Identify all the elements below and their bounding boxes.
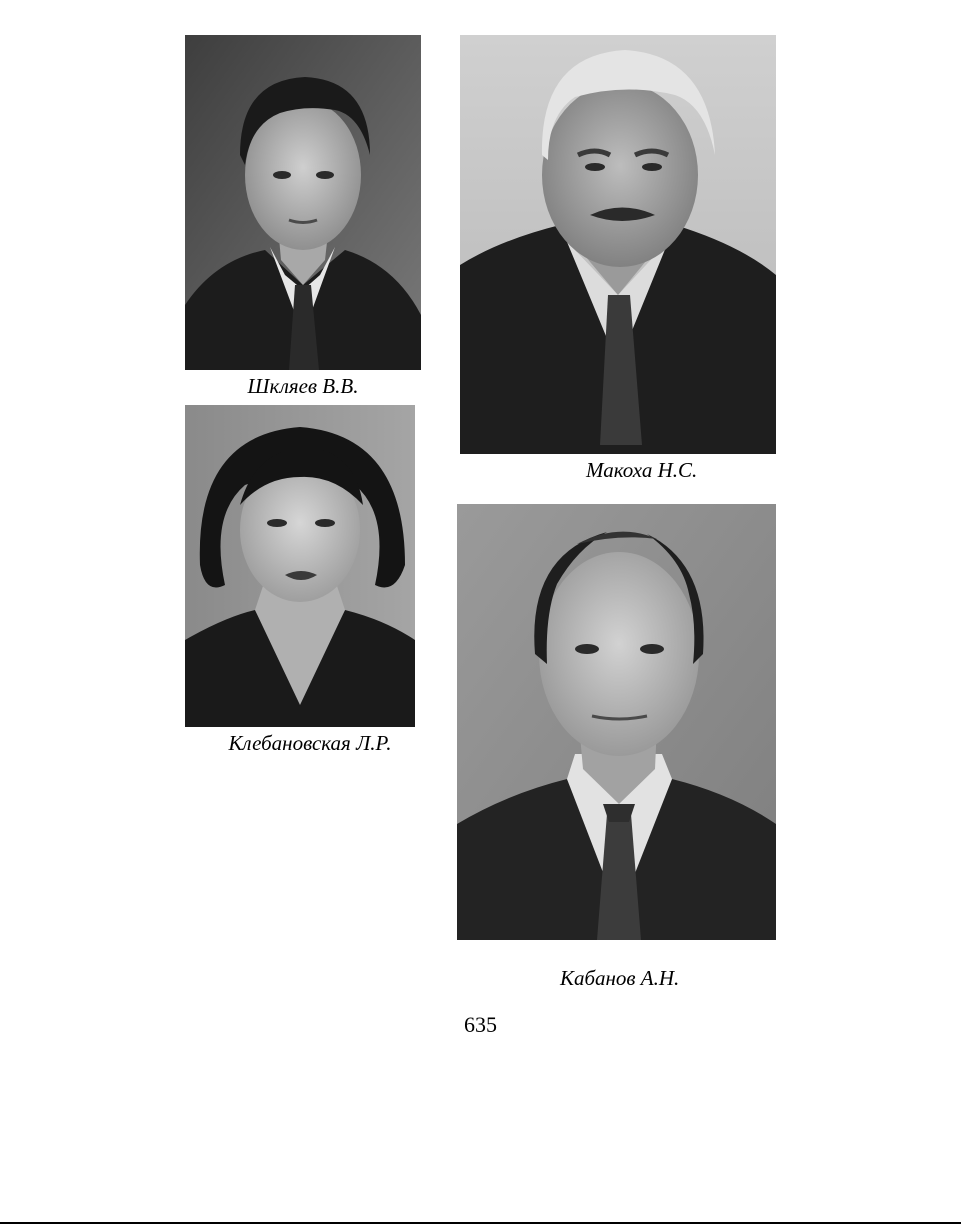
caption-klebanovskaya: Клебановская Л.Р.: [228, 731, 392, 755]
portrait-photo-kabanov: [457, 504, 776, 940]
caption-makokha: Макоха Н.С.: [586, 458, 698, 482]
bottom-rule: [0, 1222, 961, 1224]
portrait-photo-makokha: [460, 35, 776, 454]
portrait-photo-klebanovskaya: [185, 405, 415, 727]
caption-shklyaev: Шкляев В.В.: [247, 374, 359, 398]
caption-kabanov: Кабанов А.Н.: [560, 966, 680, 990]
page-number: 635: [464, 1012, 497, 1037]
portrait-photo-shklyaev: [185, 35, 421, 370]
